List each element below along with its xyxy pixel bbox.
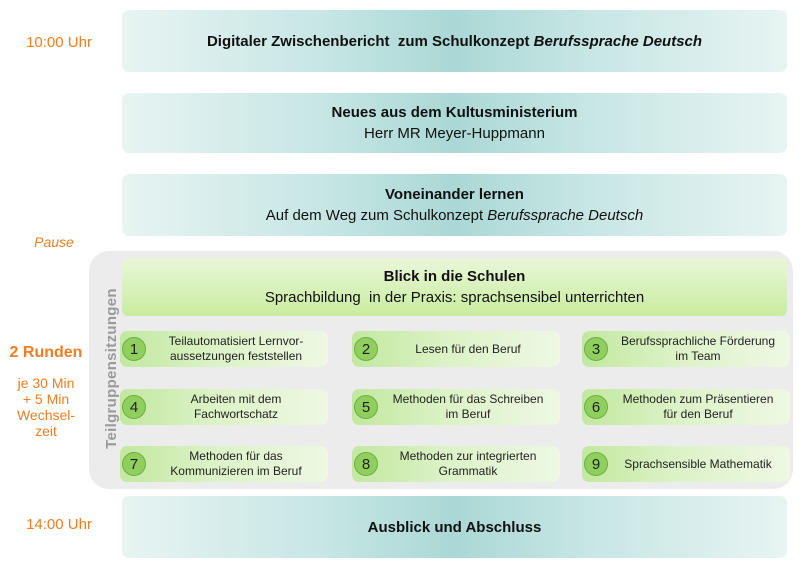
block-title-italic: Berufssprache Deutsch [533,32,703,50]
session-number-7: 7 [122,452,146,476]
rounds-detail-line: je 30 Min [17,375,75,391]
session-label-6: Methoden zum Präsentieren für den Beruf [622,392,774,421]
session-label-4: Arbeiten mit dem Fachwortschatz [190,392,282,421]
block-zwischenbericht-title [207,31,702,52]
block-blick-in-die-schulen [122,258,787,316]
block-subtitle-italic: Berufssprache Deutsch [487,207,644,224]
session-number-6: 6 [584,395,608,419]
block-kultusministerium [122,93,787,153]
session-label-3: Berufssprachliche Förderung im Team [620,334,776,363]
rounds-detail [0,375,92,439]
session-number-5: 5 [354,395,378,419]
rounds-detail-line: + 5 Min [22,391,70,407]
block-voneinander-subtitle [266,205,643,226]
session-label-1: Teilautomatisiert Lernvor- aussetzungen feststellen [168,334,304,363]
session-number-1: 1 [122,337,146,361]
session-number-4: 4 [122,395,146,419]
group-subtitle: Sprachbildung in der Praxis: sprachsensibel unterrichten [264,289,645,306]
block-kultusministerium-title: Neues aus dem Kultusministerium [331,104,578,121]
block-zwischenbericht [122,10,787,72]
block-kultusministerium-subtitle: Herr MR Meyer-Huppmann [364,125,545,142]
session-card-9 [582,446,790,482]
session-label-9: Sprachsensible Mathematik [624,456,772,471]
session-number-8: 8 [354,452,378,476]
block-subtitle-plain: Auf dem Weg zum Schulkonzept [265,207,488,224]
session-label-5: Methoden für das Schreiben im Beruf [392,392,544,421]
group-title: Blick in die Schulen [383,268,526,285]
side-label-teilgruppensitzungen: Teilgruppensitzungen [102,287,120,449]
session-card-2 [352,331,560,367]
session-card-3 [582,331,790,367]
session-label-7: Methoden für das Kommunizieren im Beruf [170,449,302,478]
session-label-2: Lesen für den Beruf [415,341,521,356]
rounds-detail-line: zeit [35,423,57,439]
pause-label: Pause [34,234,74,250]
session-card-6 [582,389,790,425]
session-number-2: 2 [354,337,378,361]
block-title-plain: Digitaler Zwischenbericht zum Schulkonzept [206,32,534,50]
block-ausblick [122,496,787,558]
session-card-8 [352,446,560,482]
session-card-1 [120,331,328,367]
session-number-3: 3 [584,337,608,361]
rounds-label: 2 Runden [9,344,83,361]
block-voneinander-lernen [122,174,787,236]
session-card-7 [120,446,328,482]
session-card-4 [120,389,328,425]
session-number-9: 9 [584,452,608,476]
rounds-detail-line: Wechsel- [16,407,76,423]
block-ausblick-title: Ausblick und Abschluss [367,518,542,536]
block-voneinander-title: Voneinander lernen [385,186,524,203]
time-start: 10:00 Uhr [26,34,92,51]
time-end: 14:00 Uhr [26,516,92,533]
session-label-8: Methoden zur integrierten Grammatik [399,449,537,478]
session-card-5 [352,389,560,425]
